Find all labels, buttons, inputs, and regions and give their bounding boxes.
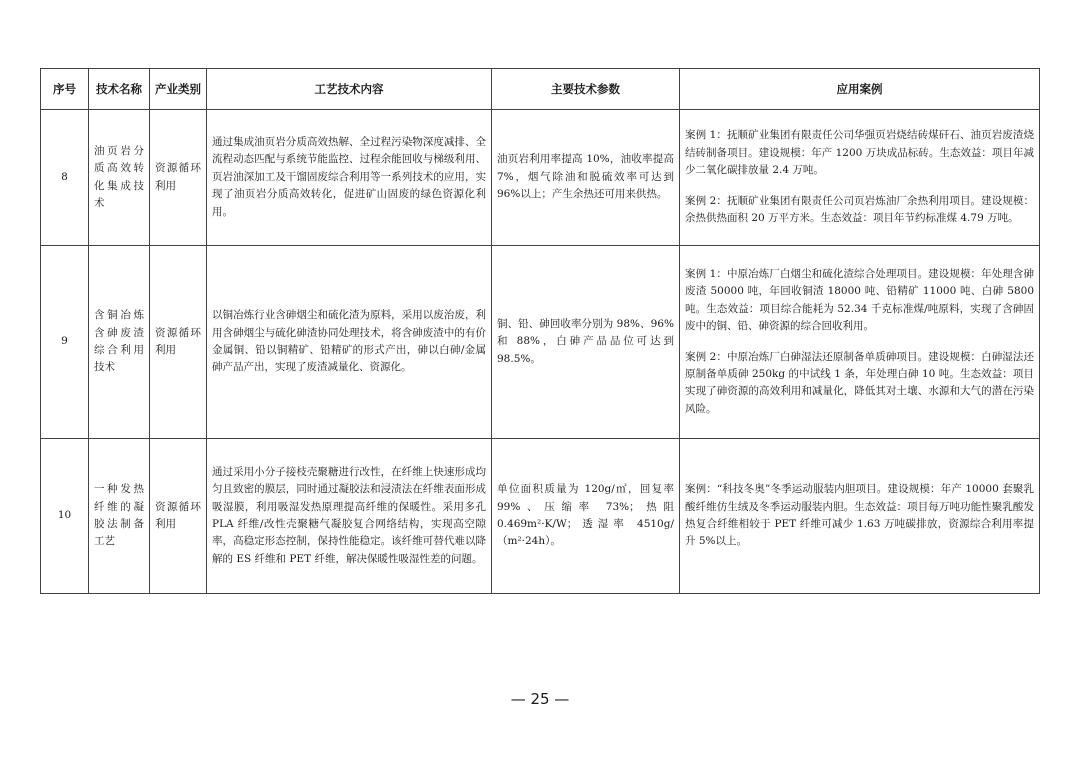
header-params: 主要技术参数 [492, 69, 680, 110]
header-name: 技术名称 [89, 69, 150, 110]
row-index: 9 [41, 246, 89, 439]
header-cases: 应用案例 [680, 69, 1040, 110]
row-process: 通过集成油页岩分质高效热解、全过程污染物深度减排、全流程动态匹配与系统节能监控、过程余能回收与梯级利用、页岩油深加工及干馏固废综合利用等一系列技术的应用，实现了油页岩分质高效转化，促进矿山固废的绿色资源化利用。 [207, 110, 492, 246]
row-params: 油页岩利用率提高 10%，油收率提高 7%，烟气除油和脱硫效率可达到 96%以上；产生余热还可用来供热。 [492, 110, 680, 246]
row-cases [680, 110, 1040, 246]
page-number: — 25 — [510, 690, 570, 708]
row-params: 单位面积质量为 120g/㎡，回复率 99%、压缩率 73%；热阻 0.469m²·K/W；透湿率 4510g/（m²·24h）。 [492, 439, 680, 594]
row-cases [680, 246, 1040, 439]
case-paragraph: 案例 2：抚顺矿业集团有限责任公司页岩炼油厂余热利用项目。建设规模：余热供热面积 20 万平方米。生态效益：项目年节约标准煤 4.79 万吨。 [685, 194, 1034, 225]
row-category: 资源循环利用 [150, 110, 207, 246]
case-paragraph: 案例 1：中原冶炼厂白烟尘和硫化渣综合处理项目。建设规模：年处理含砷废渣 50000 吨，年回收铜渣 18000 吨、铅精矿 11000 吨、白砷 5800 吨。生态效益：项目综合能耗为 52.34 千克标准煤/吨原料，实现了含砷固废中的铜、铅、砷资源的综合回收利用。 [685, 267, 1034, 333]
table-row [41, 439, 1040, 594]
row-cases [680, 439, 1040, 594]
table-row [41, 110, 1040, 246]
row-name: 含铜冶炼含砷废渣综合利用技术 [89, 246, 150, 439]
table-row [41, 246, 1040, 439]
row-process: 通过采用小分子接枝壳聚糖进行改性，在纤维上快速形成均匀且致密的膜层，同时通过凝胶法和浸渍法在纤维表面形成吸湿膜，利用吸湿发热原理提高纤维的保暖性。采用多孔 PLA 纤维/改性壳聚糖气凝胶复合网络结构，实现高空隙率，高稳定形态控制，保持性能稳定。该纤维可替代难以降解的 ES 纤维和 PET 纤维，解决保暖性吸湿性差的问题。 [207, 439, 492, 594]
row-category: 资源循环利用 [150, 246, 207, 439]
row-category: 资源循环利用 [150, 439, 207, 594]
case-paragraph: 案例 2：中原冶炼厂白砷湿法还原制备单质砷项目。建设规模：白砷湿法还原制备单质砷 250kg 的中试线 1 条，年处理白砷 10 吨。生态效益：项目实现了砷资源的高效利用和减量化，降低其对土壤、水源和大气的潜在污染风险。 [685, 350, 1034, 415]
row-process: 以铜冶炼行业含砷烟尘和硫化渣为原料，采用以废治废，利用含砷烟尘与硫化砷渣协同处理技术，将含砷废渣中的有价金属铜、铅以铜精矿、铅精矿的形式产出，砷以白砷/金属砷产品产出，实现了废渣减量化、资源化。 [207, 246, 492, 439]
case-paragraph: 案例 1：抚顺矿业集团有限责任公司华强页岩烧结砖煤矸石、油页岩废渣烧结砖制备项目。建设规模：年产 1200 万块成品标砖。生态效益：项目年减少二氧化碳排放量 2.4 万吨。 [685, 129, 1034, 177]
header-process: 工艺技术内容 [207, 69, 492, 110]
row-params: 铜、铅、砷回收率分别为 98%、96%和 88%，白砷产品品位可达到 98.5%。 [492, 246, 680, 439]
case-paragraph: 案例：“科技冬奥”冬季运动服装内胆项目。建设规模：年产 10000 套聚乳酸纤维仿生绒及冬季运动服装内胆。生态效益：项目每万吨功能性聚乳酸发热复合纤维相较于 PET 纤维可减少 1.63 万吨碳排放，资源综合利用率提升 5%以上。 [685, 483, 1034, 548]
header-category: 产业类别 [150, 69, 207, 110]
row-index: 8 [41, 110, 89, 246]
header-index: 序号 [41, 69, 89, 110]
row-name: 一种发热纤维的凝胶法制备工艺 [89, 439, 150, 594]
row-index: 10 [41, 439, 89, 594]
row-name: 油页岩分质高效转化集成技术 [89, 110, 150, 246]
table-header-row [41, 69, 1040, 110]
technology-table [40, 68, 1040, 594]
